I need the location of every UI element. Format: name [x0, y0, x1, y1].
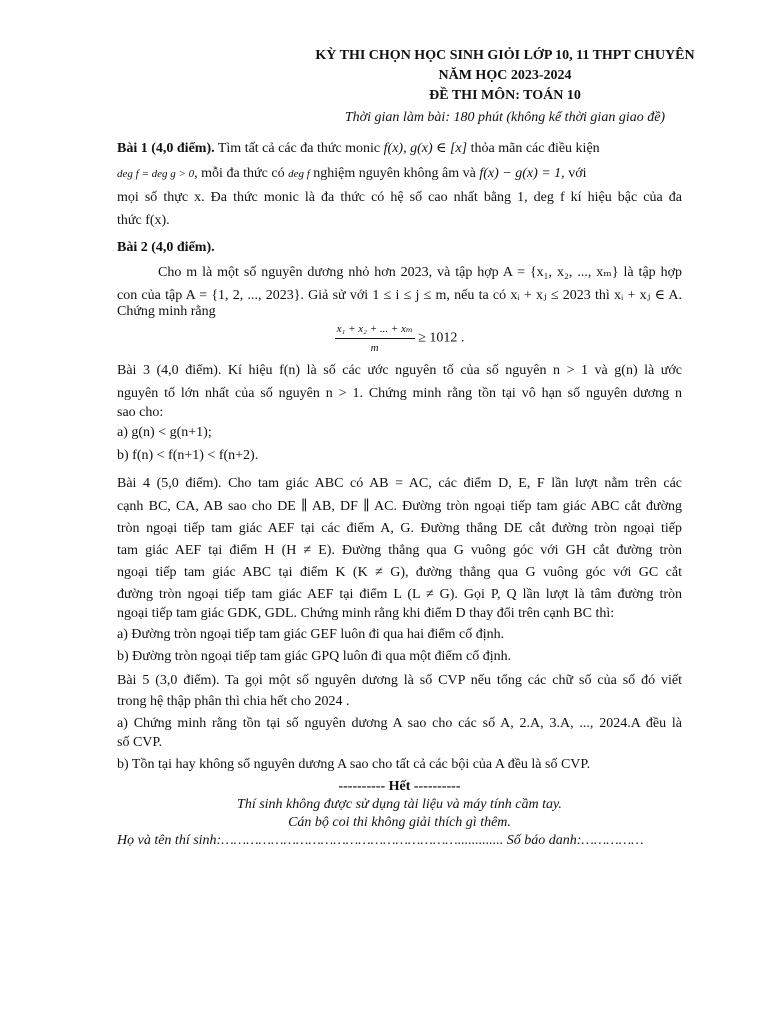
fraction-denominator: m	[370, 342, 379, 354]
problem-4-line-4: tam giác AEF tại điểm H (H ≠ E). Đường thẳng qua G vuông góc với GH cắt đường tròn	[117, 543, 682, 558]
problem-1-line-1: Bài 1 (4,0 điểm). Tìm tất cả các đa thức monic f(x), g(x) ∈ [x] thỏa mãn các điều kiện	[117, 141, 600, 156]
end-marker: ---------- Hết ----------	[338, 779, 461, 794]
problem-1-line-4: thức f(x).	[117, 213, 170, 228]
problem-4-line-7: ngoại tiếp tam giác GDK, GDL. Chứng minh rằng khi điểm D thay đổi trên cạnh BC thì:	[117, 606, 615, 621]
problem-1-line-2: deg f = deg g > 0, mỗi đa thức có deg f nghiệm nguyên không âm và f(x) − g(x) = 1, với	[117, 166, 587, 181]
problem-5-part-a-cont: số CVP.	[117, 735, 163, 750]
note-no-materials: Thí sinh không được sử dụng tài liệu và máy tính cầm tay.	[237, 797, 562, 812]
problem-4-line-5: ngoại tiếp tam giác ABC tại điểm K (K ≠ G), đường thẳng qua G vuông góc với GC cắt	[117, 565, 682, 580]
problem-1-heading: Bài 1 (4,0 điểm).	[117, 141, 215, 156]
problem-3-part-a: a) g(n) < g(n+1);	[117, 425, 212, 440]
problem-3-part-b: b) f(n) < f(n+1) < f(n+2).	[117, 448, 259, 463]
problem-3-line-3: sao cho:	[117, 405, 164, 420]
problem-5-line-2: trong hệ thập phân thì chia hết cho 2024 .	[117, 694, 350, 709]
problem-5-line-1: Bài 5 (3,0 điểm). Ta gọi một số nguyên dương là số CVP nếu tổng các chữ số của số đó viết	[117, 673, 682, 688]
inequality-rhs: ≥ 1012 .	[414, 330, 465, 346]
problem-2-line-3: Chứng minh rằng	[117, 304, 216, 319]
problem-2-inequality	[117, 320, 682, 358]
school-year: NĂM HỌC 2023-2024	[438, 68, 572, 83]
problem-4-part-a: a) Đường tròn ngoại tiếp tam giác GEF luôn đi qua hai điểm cố định.	[117, 627, 505, 642]
problem-5-part-b: b) Tồn tại hay không số nguyên dương A sao cho tất cả các bội của A đều là số CVP.	[117, 757, 591, 772]
candidate-info-line: Họ và tên thí sinh:…………………………………………………............. Số báo danh:……………	[117, 833, 644, 848]
subject-title: ĐỀ THI MÔN: TOÁN 10	[429, 88, 581, 103]
problem-2-line-1: Cho m là một số nguyên dương nhỏ hơn 2023, và tập hợp A = {x₁, x₂, ..., xₘ} là tập hợp	[158, 265, 682, 280]
inequality-fraction	[335, 320, 415, 357]
problem-3-line-1: Bài 3 (4,0 điểm). Kí hiệu f(n) là số các ước nguyên tố của số nguyên n > 1 và g(n) là ước	[117, 363, 682, 378]
time-allowed: Thời gian làm bài: 180 phút (không kể thời gian giao đề)	[344, 110, 666, 125]
problem-5-part-a: a) Chứng minh rằng tồn tại số nguyên dương A sao cho các số A, 2.A, 3.A, ..., 2024.A đều là	[117, 716, 682, 731]
problem-4-part-b: b) Đường tròn ngoại tiếp tam giác GPQ luôn đi qua một điểm cố định.	[117, 649, 512, 664]
problem-2-line-2: con của tập A = {1, 2, ..., 2023}. Giả sử với 1 ≤ i ≤ j ≤ m, nếu ta có xᵢ + xⱼ ≤ 2023 thì xᵢ + xⱼ ∈ A.	[117, 288, 682, 303]
problem-1-line-3: mọi số thực x. Đa thức monic là đa thức có hệ số cao nhất bằng 1, deg f kí hiệu bậc của đa	[117, 190, 682, 205]
fraction-numerator: x₁ + x₂ + ... + xₘ	[335, 320, 415, 339]
problem-4-line-3: tròn ngoại tiếp tam giác AEF tại các điểm A, G. Đường thẳng DE cắt đường tròn ngoại tiếp	[117, 521, 682, 536]
problem-4-line-6: đường tròn ngoại tiếp tam giác AEF tại điểm L (L ≠ G). Gọi P, Q lần lượt là tâm đường tròn	[117, 587, 682, 602]
problem-3-line-2: nguyên tố lớn nhất của số nguyên n > 1. Chứng minh rằng tồn tại vô hạn số nguyên dương n	[117, 386, 682, 401]
exam-title: KỲ THI CHỌN HỌC SINH GIỎI LỚP 10, 11 THPT CHUYÊN	[315, 48, 695, 63]
problem-4-line-2: cạnh BC, CA, AB sao cho DE ∥ AB, DF ∥ AC. Đường tròn ngoại tiếp tam giác ABC cắt đường	[117, 499, 682, 514]
problem-4-line-1: Bài 4 (5,0 điểm). Cho tam giác ABC có AB = AC, các điểm D, E, F lần lượt nằm trên các	[117, 476, 682, 491]
note-no-explanation: Cán bộ coi thi không giải thích gì thêm.	[288, 815, 511, 830]
problem-2-heading: Bài 2 (4,0 điểm).	[117, 240, 215, 255]
